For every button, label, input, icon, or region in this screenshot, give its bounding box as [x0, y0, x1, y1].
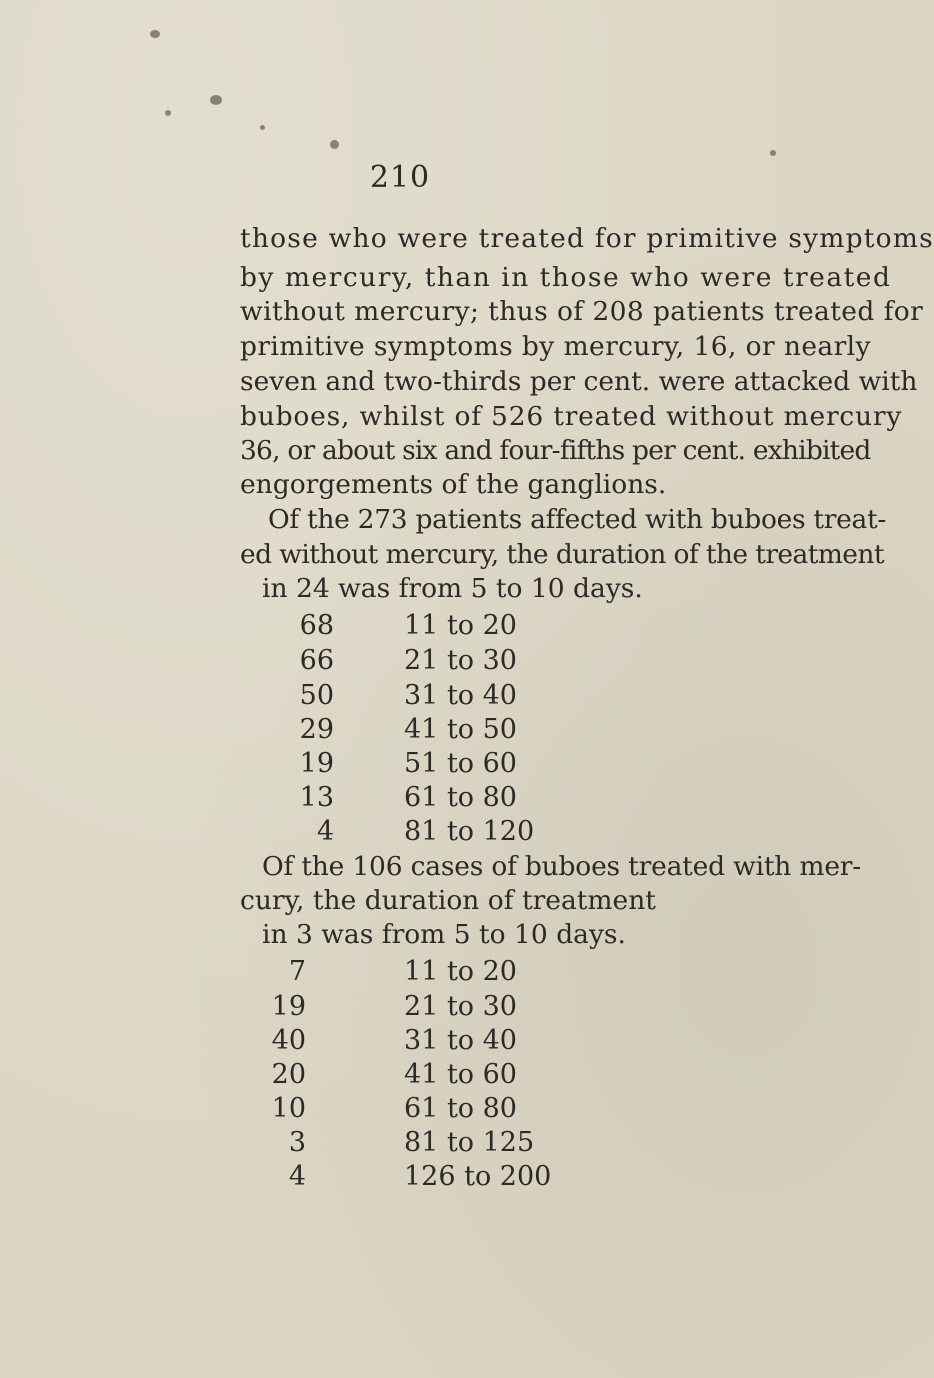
- case-count: 50: [299, 680, 334, 711]
- paragraph-line: primitive symptoms by mercury, 16, or nearly: [240, 331, 871, 362]
- paper-speck: [150, 30, 160, 38]
- paragraph-line: Of the 273 patients affected with buboes treat-: [268, 504, 887, 535]
- paragraph-line: cury, the duration of treatment: [240, 885, 656, 916]
- paragraph-line: without mercury; thus of 208 patients treated for: [240, 296, 924, 327]
- paper-speck: [210, 95, 222, 105]
- case-count: 4: [288, 1161, 306, 1192]
- day-range: 51 to 60: [404, 748, 517, 779]
- paragraph-line: in 24 was from 5 to 10 days.: [262, 573, 643, 604]
- paper-speck: [165, 110, 171, 116]
- case-count: 7: [288, 956, 306, 987]
- paragraph-line: in 3 was from 5 to 10 days.: [262, 919, 626, 950]
- day-range: 126 to 200: [404, 1161, 552, 1192]
- day-range: 21 to 30: [404, 645, 517, 676]
- paper-speck: [770, 150, 776, 156]
- case-count: 3: [288, 1127, 306, 1158]
- day-range: 31 to 40: [404, 1025, 517, 1056]
- case-count: 40: [271, 1025, 306, 1056]
- day-range: 81 to 120: [404, 816, 535, 847]
- day-range: 21 to 30: [404, 991, 517, 1022]
- case-count: 66: [299, 645, 334, 676]
- paragraph-line: Of the 106 cases of buboes treated with mer-: [262, 851, 862, 882]
- page-number: 210: [369, 160, 431, 195]
- day-range: 31 to 40: [404, 680, 517, 711]
- day-range: 11 to 20: [404, 956, 517, 987]
- paragraph-line: seven and two-thirds per cent. were attacked with: [240, 366, 918, 397]
- paragraph-line: by mercury, than in those who were treated: [240, 262, 892, 293]
- day-range: 61 to 80: [404, 782, 517, 813]
- day-range: 81 to 125: [404, 1127, 535, 1158]
- case-count: 20: [271, 1059, 306, 1090]
- day-range: 41 to 50: [404, 714, 517, 745]
- paragraph-line: those who were treated for primitive symptoms: [240, 223, 934, 254]
- case-count: 4: [316, 816, 334, 847]
- case-count: 29: [299, 714, 334, 745]
- day-range: 61 to 80: [404, 1093, 517, 1124]
- paper-speck: [330, 140, 339, 149]
- day-range: 41 to 60: [404, 1059, 517, 1090]
- paragraph-line: engorgements of the ganglions.: [240, 469, 667, 500]
- case-count: 13: [299, 782, 334, 813]
- case-count: 19: [271, 991, 306, 1022]
- case-count: 68: [299, 610, 334, 641]
- paragraph-line: ed without mercury, the duration of the treatment: [240, 539, 884, 570]
- paragraph-line: buboes, whilst of 526 treated without mercury: [240, 401, 903, 432]
- paragraph-line: 36, or about six and four-fifths per cent. exhibited: [240, 435, 871, 466]
- day-range: 11 to 20: [404, 610, 517, 641]
- case-count: 10: [271, 1093, 306, 1124]
- paper-speck: [260, 125, 265, 130]
- case-count: 19: [299, 748, 334, 779]
